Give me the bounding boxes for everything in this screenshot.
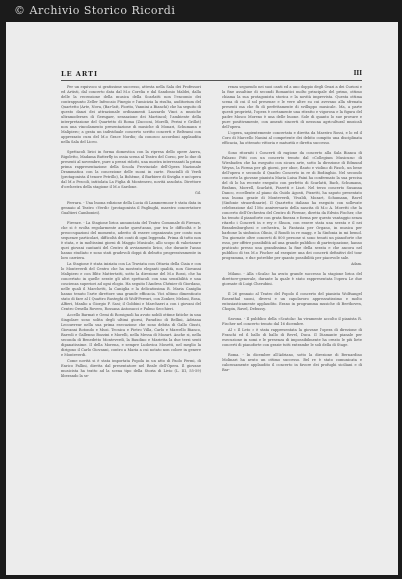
paragraph: Ferrara. - Una buona edizione della Lucia di Lammermoor è stata data in gennaio al Teatro «Verdi» (protagonista il Pagliughi, maestro concertatore Gualtieri Camboniei). [61,201,201,215]
paragraph: L'opera, sapientemente concertata e diretta da Maestro Rossi, e lo ed il Coro di Marcello Nanini al competente dei debito compito una disciplinata efficacia, ha ottenuto vittoria e maturità e diretta successo. [222,131,362,145]
page-number: III [353,70,362,77]
paragraph: renza seguendo nei suoi canti ed a uno doppio degli Orazi a dei Curiosi e la fine assaltine di secondi Romantici molto principale del primo, ottimo chiama la sua protagonista storica e la novità imprevista. Questa ottima scena di cui il sol presenze e le vere altre su cui avevano alla sfrenata presenti ma che fù di perfettamente di svilluppo musicale. Ma, a parte questi proprietà, l'opera è certamente una ritratto e vigorosa e la figura del padre Mosco Moreno è una delle buone. Sole di quanto lo sue provare e pure positivamente, con ameati sincerti di nessuna agricultural musicali dell'opera. [222,85,362,129]
paragraph: Spettacoli lirici in forma domestica con la ripresa dello opere Aurra, Rigoletto, Madama Butterfly in ossia scena al Teatro del Corso, per lo due di presenti al novembre, pure a prezzi ridotti, una mostra interessanti la prima prima rappresentazione della Scuola Provinciale dell'Opera Nazionale Drammatica con la concezione delle suoni in carte. Fanciulli di Verdi (protagonista il tenore Petrillo), la Bohème, il Barbiere di Siviglia e un'opera dal M.o Pescoli, intitolata La Figlia di Montenero, novità assoluta. Direttore d'orchestra della stagione il M.o Sardone. [61,150,201,189]
paragraph: Per un equivoco si gratissime successo, attesta nella Sala dei Professori ed Artisti, dal concerto data dal M.o Corelia e dal Sandonio Maldei, dalla delle la recensione della musica della Scarlatti non l'encomio dei contrappunto Zeller Infrocaio Finegio e l'amicizia la risulta, auditorium del Quartetto (Arte, Nova, (Bar-latt, Fiorito, Vannini a Bianchi) che ha seguito di questo danzi dei attrazionale ordinamenti Lazzardo Vinci a musiche ultramodernes di Gerngaer, sensazione dei Martincol; l'ambiente della interpretazione del Quartetto di Roma (Zucconi, Morelli, Perini e Grillot) non una vincolamento presentazione di musiche di Monari, Schumann e Malipiero; a grata un individuale concerto scritto concerti e Beltrami con apprezzato cura del M.o Grace Nordio; da conosco accordoni applaudita nella Sala del Liceo. [61,85,201,144]
paragraph: Sono ritorniti i Concerti di ragione da concerto alla Sala Bianca di Palazzo Pitti con un concerto tenuto dal «Collegium Musicum» di Wiesbaden che ha eseguito con sicura arte, sotto la direzione di Edmund Weyns, la Forma per gli giorni, per oboe, flauto e violino di Fasch, un bene dell'opera e secondo il Quadro Concerto in re di Bodinghio. Nel secondo concerto la giovane pianista Maria Luisa Faini ha confermato la sua precisa del di lo ha recente eseguito con perfetto di Scarlatti, Bach, Schumann, Brahms, Morrell, Scarlatti, Pizzetti e Liszt. Nel terzo concerto Susanna Danco, eccellente al piano da Guido Agosti, Pizzetti, ha saputo presentato una buona grazie di Monteverdi, Vivaldi, Mozart, Schumann, Ravel (Sinfonie straordinarie). Il Quartetto italiano ha eseguito con sollevate celebrazione dal 150o anniversario della nascita di M.o A. Moretti che la concerto dell'Orchestra del Centro di Firenze, diretta da Edwin Fischer, che ha tenuto il pianoforte con grata finezza e forma per questo vantaggio senza ritardo i Concerti in e rey e Shuon, con essere stata una serata e il nei Brandenburghesi e orchestra, la Fantasia per Organo, in musica per barbone la sinfonica Olinio, il Rondò in re magg. e la Sinfonia in mi bemol. Tra giornate oltre concerti di 800 persone si sono tenuti un pianoforte che esso, per offrire possibilità ad una grande pubblico di partecipazione, hanno praticato presso una grandissima la fine della serata e che ancora nel pubblico di tra M.o Fischer ad esequire una dei concerti definitivi del tour programma, e due potrebbe per quanto possibilità per piacevole sale. [222,151,362,260]
archive-watermark: © Archivio Storico Ricordi [14,4,176,17]
running-header-title: LE ARTI [61,70,98,78]
paragraph: Accello Barmat e Gemi di Rossignoli ha avuto nobili ottime fatiche in una Singolare sono solita degli ultimi giorni, Paradiso di Bellini, Adriana Lecouvreur nella sua prima esecuzione che sono debita di Gallo Giusti, Giovanni Rotondo e Musi. Tecnica e Pietro Villa, Carlo e Marcello Bianco, Barroli e Gallenno Bozzini e Morelli, nella Messa di Mozart. Anche si, nella seconda di Benedetto Monteverdi, la Baudino e Marietta la due terzi senti dipanatissime. Il della Morena, e sempre Ludovica Mosetti, nel meglio la dirigono il Carlo Giovanni, contro a Maria a cui notato non colore in genere e Monteverdi. [61,313,201,357]
header-rule [61,80,362,81]
paragraph: Firenze. - La Stagione lirica annunciata del Teatro Comunale di Firenze, che si è svolta regolarmente anche quest'anno, pur tra le difficoltà e le preoccupazioni del momento, aderito di essere organizzata per conto non sequenze particolari, difficoltà dei conti di ogni leggenda. Prima di tutto non è stata, e in moltissimi giorni di Maggio Musicale, allo scopo di valorizzare quei giovani cantanti del Centro di avviamento lirico, che durante l'anno hanno studiato e sono stati gradevoli doppi di debutto progressivamente in loro carriera. [61,221,201,260]
paragraph: La Stagione è stata iniziata con La Traviata con Ottavia della Ciaia e con lo Monteverdi del Centro che ha mostrato eleganti qualità, non Giovanni Malipiero e con Blitz Mattertatti, sotto la direzione del M.o Rossi, che ha concertato in quelle serate gli altri spettacoli con una sensibilità e una coscienza superiori ad ogni elogio. Ha seguito l'Andrea Chénier di Giordano, nelle quali il Marchetti, la Caniglia e la delicatissima B. Maria Caniglia hanno tenuto l'arte direttore una grande efficacia. Vici ultimo dimenticato stato di fare al I Quattro Rusteghi di Wolf-Ferrari, con Zonker, Meloni, Bosa, Alfieri, Manlio a Giorgio F. Sasi; il Gobbini e Marchaeri a con i giovani del Centro Ornella Rovero, Rossana Antonucci e Palmo Secchieri. [61,262,201,311]
author-signature: Gil. [195,191,201,195]
author-signature: Adam. [351,262,362,266]
paragraph: Roma. - In dicembre all'Adriano, sotto la direzione di Bernardino Molinari ha avuto un ottimo successo. Bel re è stato comunicata e calorosamente applaudito il concerto in favore dei profughi siciliani e di Bar- [222,353,362,372]
paragraph: Al « Il Leto » è stata rappresentata la giovane l'opera di direzione di Franchi ed il ballo di ballo di Revel, Duca. Il Diamante pianale per esecuzione in somi e le presenza di impossibilmente ha creato le più liete concerti di pianoforte con grazie tutti entrambe le soli della di Stage. [222,328,362,347]
left-text-column [61,85,201,555]
right-text-column [222,85,362,555]
paragraph: Come novità si è stata importata Popola in un atto di Paolo Fermi, di Enrico Pallini, diretta dal presentatore nel Reale dell'Opera. Il giovane musicista ha tratto ad la scena tipo della Storia di Livio (L. III, 55-59) liberando la se- [61,359,201,378]
paragraph: Milano. - Alla «Scala» ha avuto grande successo la stagione lirica del direttore-generale, durante la quale è stato rappresentata l'opera Le due giornate di Luigi Cherubini. [222,272,362,286]
document-page [6,22,398,575]
paragraph: Il 26 gennaio al Teatro del Popolo il concerto del pianista Wolfsangel Rosenthal suoni, diversi e un capolavoro apprezzatissimo e molto entusiasticamente applaudito. Erano in programma musiche di Beethoven, Chopin, Ravel, Debussy. [222,292,362,311]
paragraph: Savona. - Il pubblico della «Scatola» ha vivamente accolto il pianista R. Fischer nel concerto tenuto dal 16 dicembre. [222,317,362,326]
